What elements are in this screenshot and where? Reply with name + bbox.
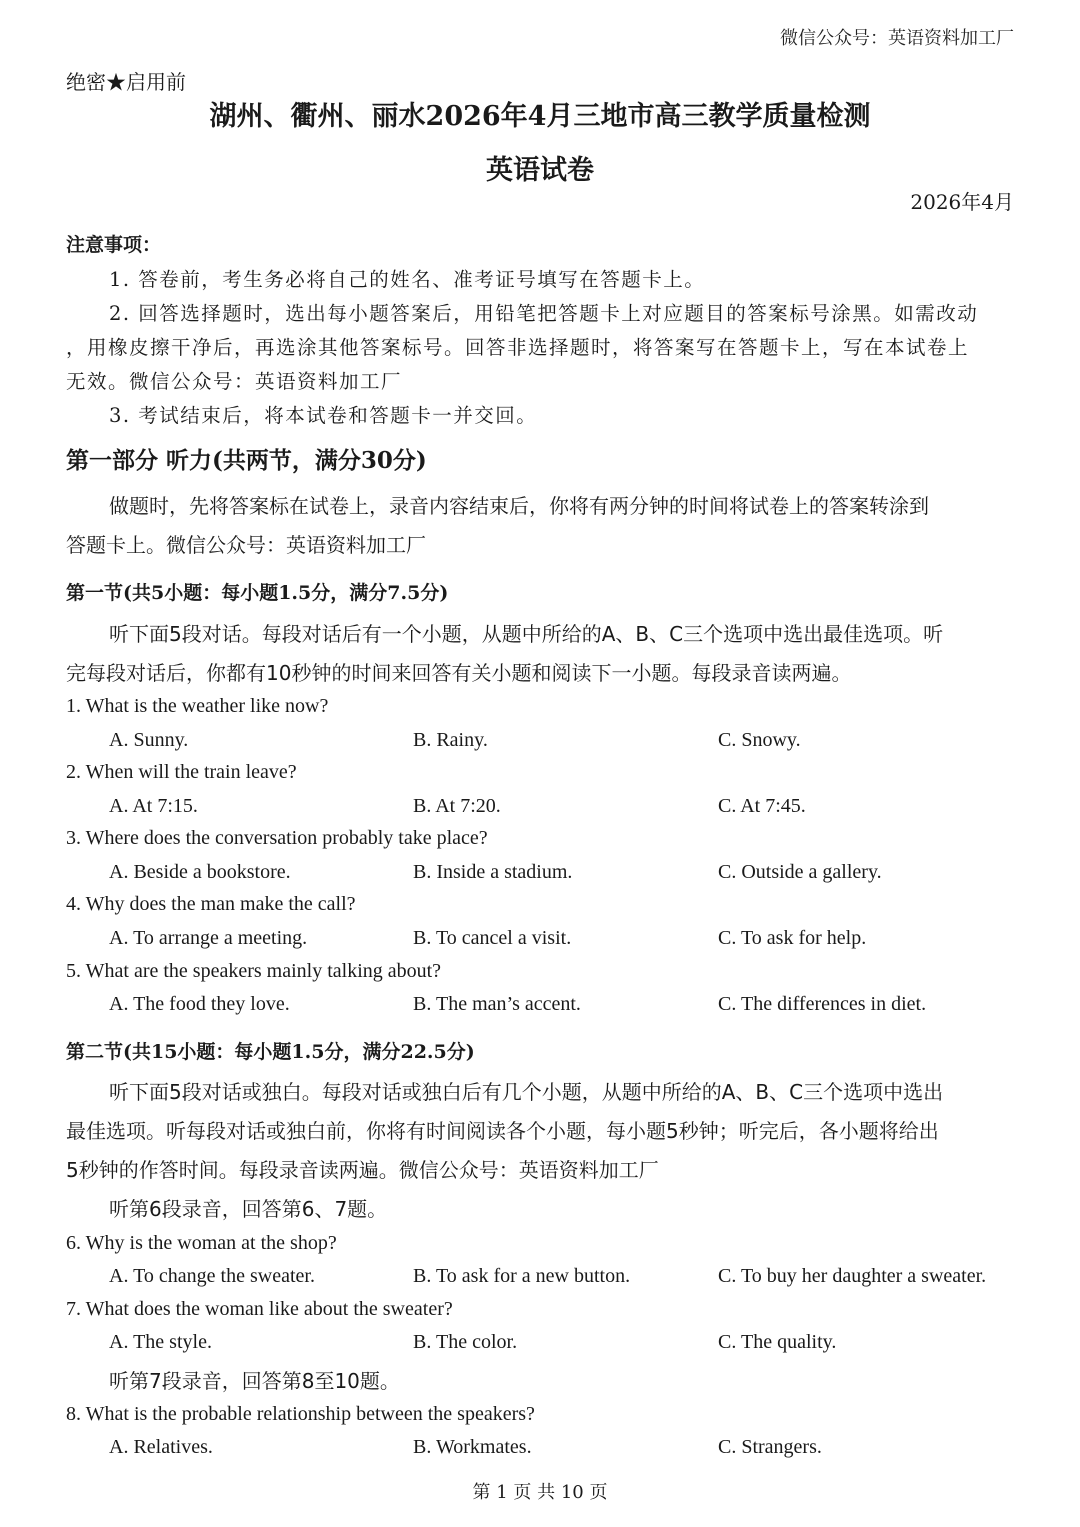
- option-b: B. The man’s accent.: [413, 993, 581, 1015]
- notice-line: 1. 答卷前，考生务必将自己的姓名、准考证号填写在答题卡上。: [109, 268, 706, 291]
- wechat-header: 微信公众号：英语资料加工厂: [780, 28, 1014, 49]
- question-6: 6. Why is the woman at the shop?: [66, 1232, 337, 1254]
- option-b: B. Rainy.: [413, 729, 488, 751]
- option-a: A. Beside a bookstore.: [109, 861, 291, 883]
- question-5: 5. What are the speakers mainly talking about?: [66, 960, 442, 982]
- question-1: 1. What is the weather like now?: [66, 695, 329, 717]
- exam-title: 湖州、衢州、丽水2026年4月三地市高三教学质量检测: [209, 101, 871, 132]
- option-a: A. Relatives.: [109, 1436, 213, 1458]
- confidential-mark: 绝密★启用前: [66, 70, 186, 94]
- option-b: B. The color.: [413, 1331, 518, 1353]
- option-c: C. To ask for help.: [718, 927, 867, 949]
- option-b: B. At 7:20.: [413, 795, 501, 817]
- notice-heading: 注意事项：: [66, 234, 162, 256]
- listen-instruction: 听第6段录音，回答第6、7题。: [109, 1197, 388, 1221]
- option-c: C. The differences in diet.: [718, 993, 927, 1015]
- exam-date: 2026年4月: [910, 190, 1014, 214]
- exam-subtitle: 英语试卷: [486, 155, 594, 186]
- option-b: B. To cancel a visit.: [413, 927, 572, 949]
- option-a: A. The style.: [109, 1331, 212, 1353]
- option-a: A. The food they love.: [109, 993, 290, 1015]
- section1-intro: 听下面5段对话。每段对话后有一个小题，从题中所给的A、B、C三个选项中选出最佳选项。听: [109, 622, 944, 646]
- option-a: A. To change the sweater.: [109, 1265, 315, 1287]
- question-4: 4. Why does the man make the call?: [66, 893, 356, 915]
- option-c: C. Outside a gallery.: [718, 861, 882, 883]
- notice-line: ，用橡皮擦干净后，再选涂其他答案标号。回答非选择题时，将答案写在答题卡上，写在本试卷上: [66, 336, 970, 359]
- question-7: 7. What does the woman like about the sweater?: [66, 1298, 453, 1320]
- option-c: C. Snowy.: [718, 729, 801, 751]
- option-b: B. To ask for a new button.: [413, 1265, 631, 1287]
- question-8: 8. What is the probable relationship between the speakers?: [66, 1403, 535, 1425]
- option-c: C. The quality.: [718, 1331, 837, 1353]
- option-a: A. To arrange a meeting.: [109, 927, 308, 949]
- option-c: C. At 7:45.: [718, 795, 806, 817]
- notice-line: 2. 回答选择题时，选出每小题答案后，用铅笔把答题卡上对应题目的答案标号涂黑。如需改动: [109, 302, 979, 325]
- option-a: A. At 7:15.: [109, 795, 198, 817]
- section1-intro: 完每段对话后，你都有10秒钟的时间来回答有关小题和阅读下一小题。每段录音读两遍。: [66, 661, 852, 685]
- option-b: B. Inside a stadium.: [413, 861, 573, 883]
- page-number: 第 1 页 共 10 页: [472, 1482, 608, 1503]
- listen-instruction: 听第7段录音，回答第8至10题。: [109, 1369, 400, 1393]
- part1-intro: 答题卡上。微信公众号：英语资料加工厂: [66, 533, 426, 557]
- notice-line: 无效。微信公众号：英语资料加工厂: [66, 370, 403, 393]
- section2-heading: 第二节(共15小题：每小题1.5分，满分22.5分): [66, 1041, 475, 1063]
- section2-intro: 听下面5段对话或独白。每段对话或独白后有几个小题，从题中所给的A、B、C三个选项中选出: [109, 1080, 944, 1104]
- section2-intro: 最佳选项。听每段对话或独白前，你将有时间阅读各个小题，每小题5秒钟；听完后，各小题将给出: [66, 1119, 939, 1143]
- part1-intro: 做题时，先将答案标在试卷上，录音内容结束后，你将有两分钟的时间将试卷上的答案转涂到: [109, 494, 929, 518]
- section2-intro: 5秒钟的作答时间。每段录音读两遍。微信公众号：英语资料加工厂: [66, 1158, 659, 1182]
- option-c: C. To buy her daughter a sweater.: [718, 1265, 987, 1287]
- part1-heading: 第一部分 听力(共两节，满分30分): [66, 447, 427, 474]
- notice-line: 3. 考试结束后，将本试卷和答题卡一并交回。: [109, 404, 538, 427]
- option-c: C. Strangers.: [718, 1436, 822, 1458]
- question-3: 3. Where does the conversation probably take place?: [66, 827, 488, 849]
- question-2: 2. When will the train leave?: [66, 761, 297, 783]
- section1-heading: 第一节(共5小题：每小题1.5分，满分7.5分): [66, 582, 449, 604]
- option-a: A. Sunny.: [109, 729, 189, 751]
- option-b: B. Workmates.: [413, 1436, 532, 1458]
